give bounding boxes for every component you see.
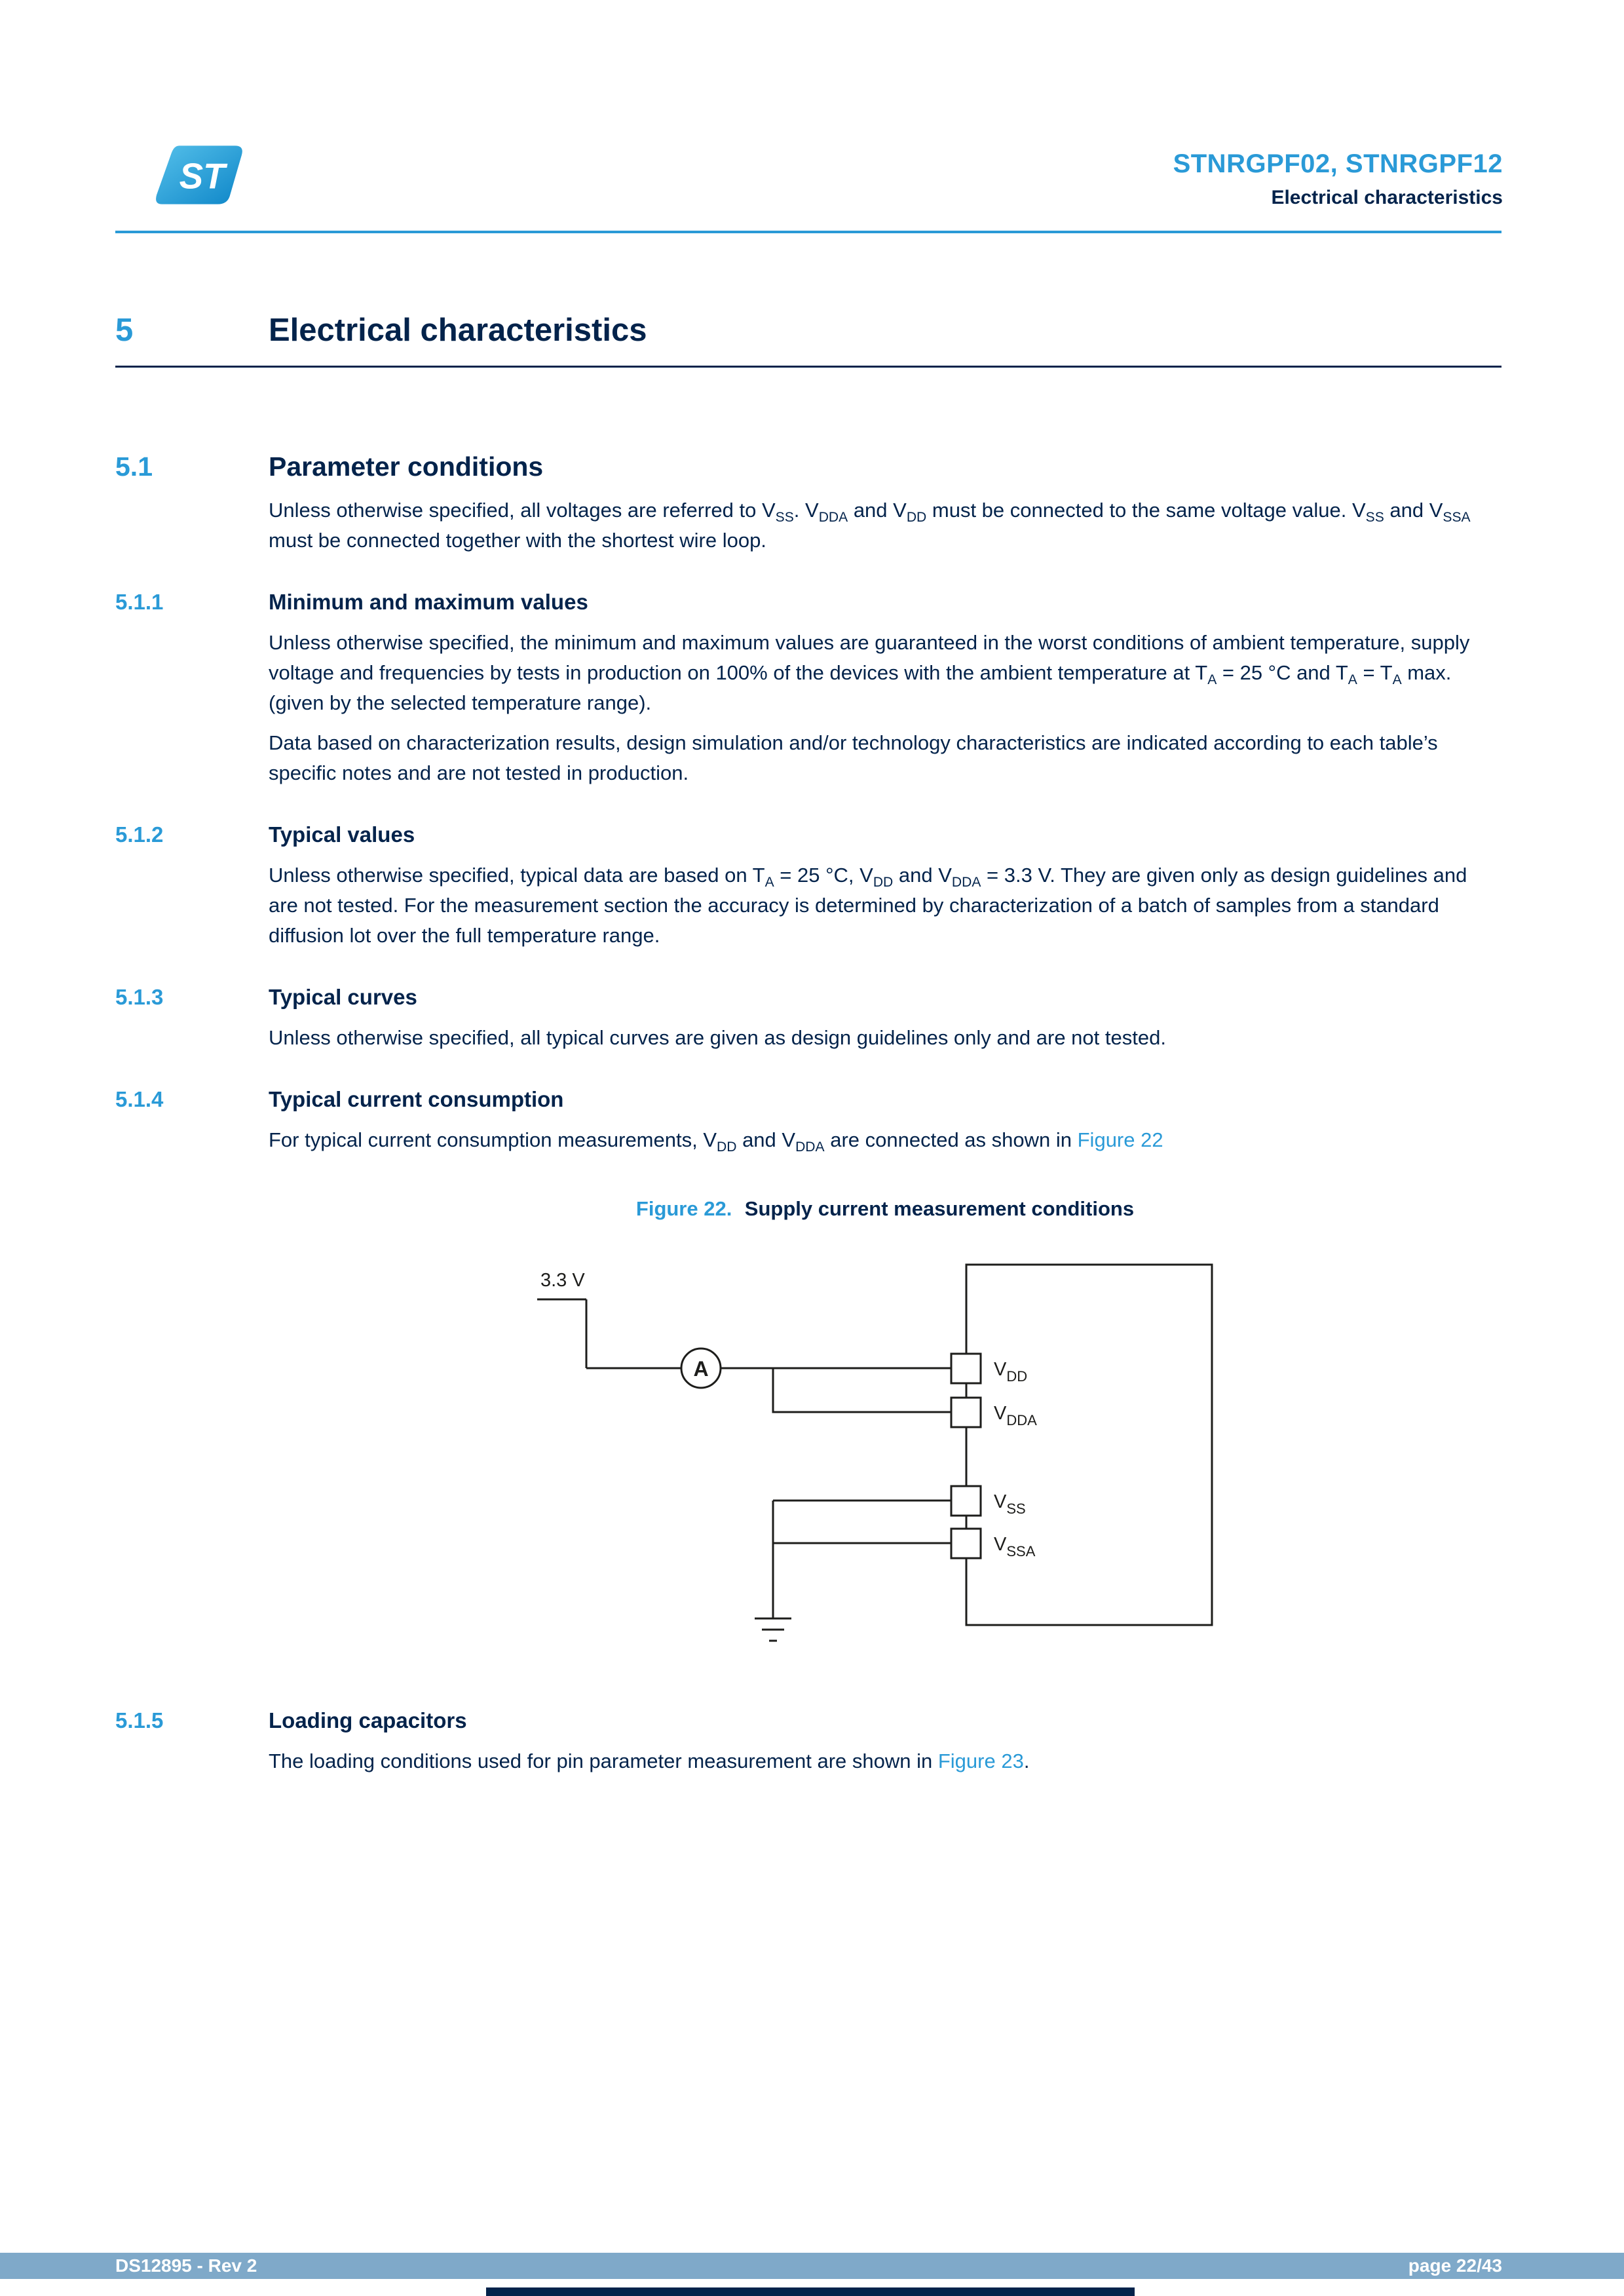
st-logo: [153, 143, 246, 207]
doc-subtitle: Electrical characteristics: [1271, 187, 1503, 208]
figure-link[interactable]: Figure 23: [937, 1749, 1024, 1772]
section-number: 5.1.2: [115, 822, 164, 847]
section-title: Typical current consumption: [269, 1086, 564, 1111]
figure-caption-label: Figure 22.: [635, 1196, 732, 1220]
vdda-wire: [773, 1368, 951, 1412]
figure-link[interactable]: Figure 22: [1077, 1128, 1163, 1151]
doc-reference: DS12895 - Rev 2: [115, 2255, 257, 2276]
section-number: 5.1.5: [115, 1708, 164, 1732]
section-number: 5.1.3: [115, 984, 164, 1009]
vss-pin: [951, 1486, 981, 1516]
supply-wire: [537, 1299, 681, 1368]
vdda-pin-label: $V_{DDA}$: [994, 1402, 1037, 1428]
section-title: Typical curves: [269, 984, 417, 1009]
paragraph: The loading conditions used for pin parameter measurement are shown in Figure 23.: [269, 1749, 1030, 1772]
footer-bar: [0, 2253, 1624, 2279]
st-logo-graphic: [153, 143, 246, 207]
figure-caption-title: Supply current measurement conditions: [744, 1196, 1135, 1220]
paragraph: Unless otherwise specified, all voltages are referred to $V_{SS}$. $V_{DDA}$ and $V_{DD}$ must be connected to the same voltage value. $V_{SS}$ and $V_{SSA}$ must be connected together with the shortest wire loop.: [269, 499, 1471, 552]
section-5-rule: [115, 366, 1501, 368]
bottom-accent-bar: [486, 2287, 1135, 2296]
section-title: Typical values: [269, 822, 415, 847]
vssa-pin: [951, 1529, 981, 1558]
section-number: 5.1: [115, 451, 153, 482]
supply-current-measurement-diagram: [521, 1248, 1241, 1674]
section-title: Parameter conditions: [269, 451, 544, 482]
section-5-1-3-heading: [115, 985, 1501, 1010]
paragraph: For typical current consumption measurements, $V_{DD}$ and $V_{DDA}$ are connected as shown in Figure 22: [269, 1128, 1163, 1155]
st-logo-text: ST: [179, 155, 225, 197]
paragraph: Unless otherwise specified, typical data are based on $T_A = 25$ °C, $V_{DD}$ and $V_{DDA} = 3.3$ V. They are given only as design guidelines and are not tested. For the measurement section the accuracy is determined by characterization of a batch of samples from a standard diffusion lot over the full temperature range.: [269, 864, 1467, 947]
paragraph: Data based on characterization results, design simulation and/or technology characteristics are indicated according to each table’s specific notes and are not tested in production.: [269, 731, 1438, 785]
vssa-pin-label: $V_{SSA}$: [994, 1533, 1036, 1559]
section-5-1-1-heading: [115, 590, 1501, 615]
header-right: [1173, 149, 1503, 209]
section-5-1-heading: [115, 451, 1501, 482]
section-number: 5.1.4: [115, 1086, 164, 1111]
ammeter-label: A: [693, 1356, 709, 1381]
paragraph: Unless otherwise specified, the minimum and maximum values are guaranteed in the worst conditions of ambient temperature, supply voltage and frequencies by tests in production on 100% of the devices with the ambient temperature at $T_A = 25$ °C and $T_A = T_A$ max. (given by the selected temperature range).: [269, 630, 1470, 714]
section-5-heading: [115, 312, 1501, 349]
supply-voltage-label: 3.3 V: [540, 1269, 585, 1291]
vss-vssa-wires: [773, 1501, 951, 1618]
vss-pin-label: $V_{SS}$: [994, 1491, 1026, 1517]
section-number: 5.1.1: [115, 589, 164, 614]
section-5-1-2-heading: [115, 822, 1501, 847]
page-number: page 22/43: [1408, 2255, 1502, 2276]
paragraph: Unless otherwise specified, all typical curves are given as design guidelines only and are not tested.: [269, 1025, 1166, 1049]
ground-icon: [755, 1618, 791, 1641]
section-5-1-5-heading: [115, 1708, 1501, 1733]
vdd-pin-label: $V_{DD}$: [994, 1358, 1028, 1385]
section-number: 5: [115, 313, 134, 348]
device-outline: [966, 1265, 1212, 1625]
section-5-1-4-heading: [115, 1087, 1501, 1112]
page-title: Electrical characteristics: [269, 313, 647, 348]
page-content: [0, 233, 1624, 1776]
section-title: Loading capacitors: [269, 1708, 467, 1732]
figure-caption: [269, 1197, 1501, 1221]
section-title: Minimum and maximum values: [269, 589, 588, 614]
vdd-pin: [951, 1354, 981, 1383]
doc-title: STNRGPF02, STNRGPF12: [1173, 149, 1503, 178]
vdda-pin: [951, 1398, 981, 1427]
